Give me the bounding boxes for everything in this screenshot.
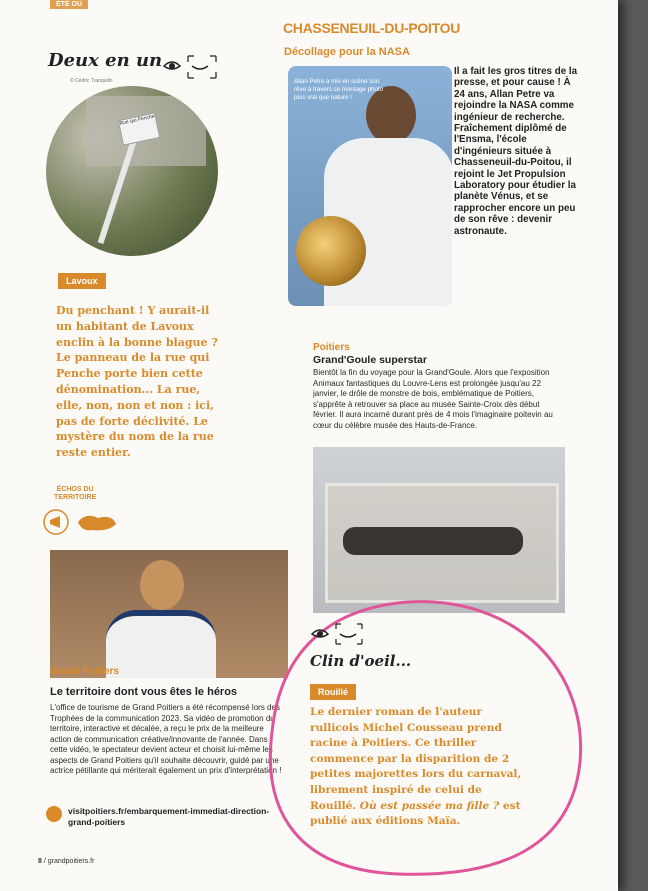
- street-sign: Rue qui Penche: [118, 112, 161, 145]
- heros-link[interactable]: visitpoitiers.fr/embarquement-immediat-direction-grand-poitiers: [68, 806, 270, 827]
- heros-text: L'office de tourisme de Grand Poitiers a été récompensé lors des Trophées de la communication 2023. Sa vidéo de promotion du territoire, interactive et décalée, a reçu le prix de la meilleure action de communication créative/innovante de l'année. Dans cette vidéo, le spectateur devient acteur et choisit lui-même les aspects de Grand Poitiers qu'il souhaite découvrir, guidé par une actrice pétillante qui mériterait également un prix d'interprétation !: [50, 703, 282, 775]
- clin-text-after: est publié aux éditions Maïa.: [310, 799, 521, 828]
- street-sign-photo: [46, 86, 218, 256]
- section-tag: ÉTÉ OÙ: [50, 0, 88, 9]
- actress-photo: [50, 550, 288, 678]
- clin-text: [310, 705, 530, 830]
- grand-goule-photo: [313, 447, 565, 613]
- nasa-text: Il a fait les gros titres de la presse, et pour cause ! À 24 ans, Allan Petre va rejoindre la NASA comme ingénieur de recherche. Fraîchement diplômé de l'Ensma, l'école d'ingénieurs située à Chasseneuil-du-Poitou, il rejoint le Jet Propulsion Laboratory pour étudier la planète Vénus, et se rapprocher encore un peu de son rêve : devenir astronaute.: [454, 66, 578, 237]
- book-title: Où est passée ma fille ?: [359, 799, 500, 812]
- echos-label: [54, 486, 96, 502]
- deux-title: Deux en un: [48, 50, 163, 71]
- nasa-title: Décollage pour la NASA: [284, 46, 410, 58]
- clin-eye-icon: [310, 622, 366, 646]
- heros-title: Le territoire dont vous êtes le héros: [50, 686, 238, 698]
- deux-text: Du penchant ! Y aurait-il un habitant de Lavoux enclin à la bonne blague ? Le panneau de la rue qui Penche porte bien cette dénomination... La rue, elle, non, non et non : ici, pas de forte déclivité. Le mystère du nom de la rue reste entier.: [56, 304, 218, 460]
- echos-line2: TERRITOIRE: [54, 494, 97, 501]
- astronaut-photo: [288, 66, 452, 306]
- footer-site: grandpoitiers.fr: [47, 858, 95, 865]
- nasa-caption: Allan Petre a mis en scène son rêve à travers ce montage photo plus vrai que nature !: [294, 78, 384, 101]
- nasa-place: CHASSENEUIL-DU-POITOU: [283, 20, 461, 36]
- goule-text: Bientôt la fin du voyage pour la Grand'Goule. Alors que l'exposition Animaux fantastiques du Louvre-Lens est prolongée jusqu'au 22 janvier, le drôle de monstre de bois, emblématique de Poitiers, s'apprête à retrouver sa place au musée Sainte-Croix dès début février. Il aura incarné durant près de 4 mois l'imaginaire poitevin au cœur du célèbre musée des Hauts-de-France.: [313, 368, 553, 430]
- clin-text-before: Le dernier roman de l'auteur rullicois Michel Cousseau prend racine à Poitiers. Ce thriller commence par la disparition de 2 petites majorettes lors du carnaval, librement inspiré de celui de Rouillé.: [310, 706, 522, 812]
- page-footer: 8 / grandpoitiers.fr: [38, 858, 95, 865]
- rouille-tag: Rouillé: [310, 684, 356, 700]
- eye-wink-icon: [160, 52, 220, 80]
- megaphone-map-icon: [42, 508, 122, 536]
- clin-title: Clin d'oeil...: [310, 652, 412, 670]
- goule-place: Poitiers: [313, 342, 350, 353]
- page-number: 8: [38, 858, 42, 865]
- goule-title: Grand'Goule superstar: [313, 354, 427, 366]
- echos-line1: ÉCHOS DU: [56, 486, 94, 493]
- photo-credit: © Cédric Tranquilin: [70, 78, 113, 84]
- heros-place: Grand Poitiers: [50, 666, 119, 677]
- link-icon: [46, 806, 62, 822]
- lavoux-tag: Lavoux: [58, 273, 106, 289]
